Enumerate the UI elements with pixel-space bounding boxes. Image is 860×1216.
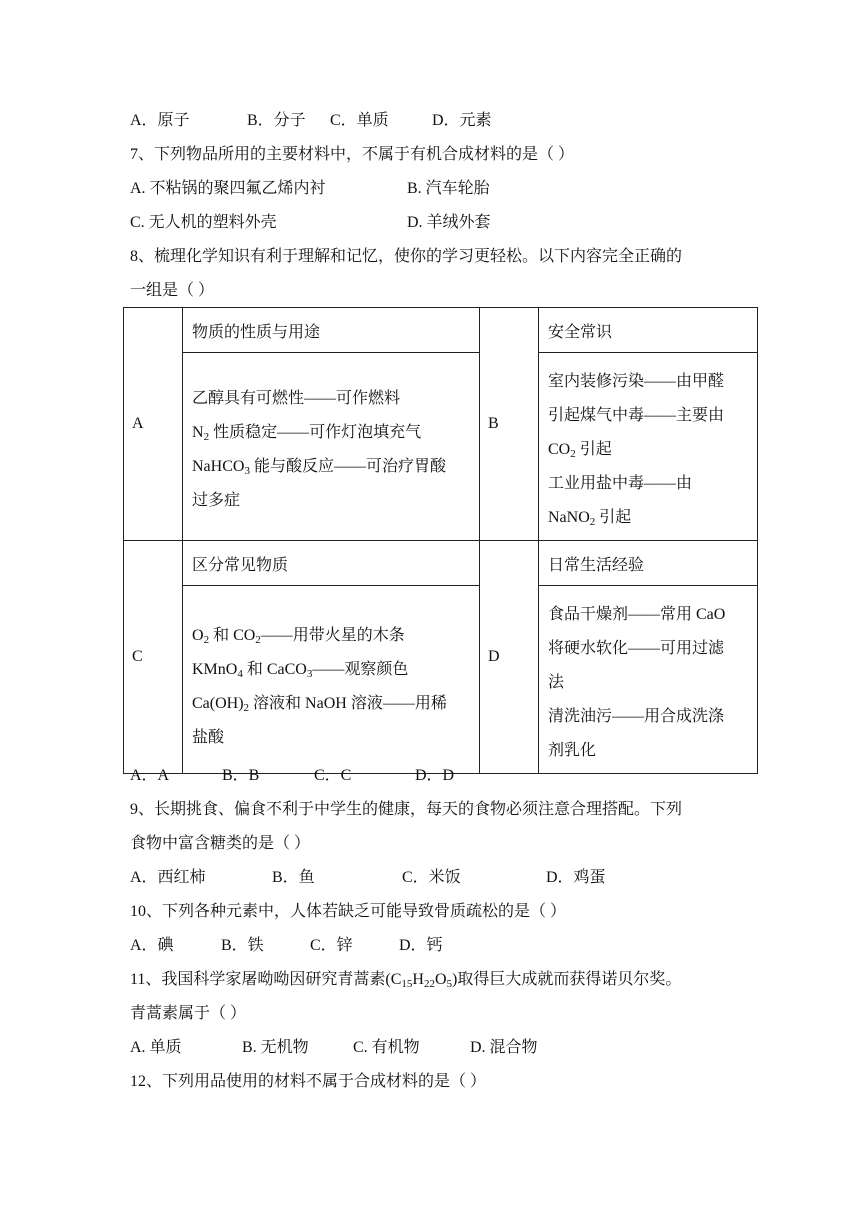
cell-a-line4: 过多症 [192,491,241,509]
q12-stem: 12、下列用品使用的材料不属于合成材料的是（ ） [130,1073,487,1090]
cell-c-line2: KMnO$_4$ 和 CaCO$_3$——观察颜色 [192,660,409,680]
q9-stem-line1: 9、长期挑食、偏食不利于中学生的健康，每天的食物必须注意合理搭配。下列 [130,801,683,818]
cell-b-line5: NaNO$_2$ 引起 [548,508,632,528]
q11-stem-line2: 青蒿素属于（ ） [130,1005,247,1022]
table-heading-d: 日常生活经验 [539,541,758,586]
q9-option-c: C．米饭 [402,869,461,886]
cell-b-line4: 工业用盐中毒——由 [548,474,693,492]
q10-stem: 10、下列各种元素中，人体若缺乏可能导致骨质疏松的是（ ） [130,903,567,920]
q11-option-b: B. 无机物 [242,1039,309,1056]
cell-a-line3: NaHCO$_3$ 能与酸反应——可治疗胃酸 [192,457,446,477]
q11-option-c: C. 有机物 [353,1039,420,1056]
q9-option-a: A．西红柿 [130,869,206,886]
q9-stem-line2: 食物中富含糖类的是（ ） [130,835,311,852]
table-label-c: C [124,541,183,774]
q7-option-d: D. 羊绒外套 [407,214,491,231]
q6-option-b: B．分子 [247,112,306,129]
q10-option-d: D．钙 [399,937,443,954]
q8-options-table [123,307,758,774]
table-cell-b [539,353,758,541]
q10-option-c: C．锌 [310,937,353,954]
q6-option-c: C．单质 [330,112,389,129]
q9-option-b: B．鱼 [272,869,315,886]
cell-b-line1: 室内装修污染——由甲醛 [548,372,725,390]
q11-option-a: A. 单质 [130,1039,182,1056]
cell-b-line3: $CO_2$ 引起 [548,440,612,460]
cell-b-line2: 引起煤气中毒——主要由 [548,406,725,424]
cell-a-line2: $N_2$ 性质稳定——可作灯泡填充气 [192,423,422,443]
q7-option-b: B. 汽车轮胎 [407,180,490,197]
q6-option-a: A．原子 [130,112,190,129]
table-cell-c [183,586,480,774]
q10-option-b: B．铁 [221,937,264,954]
cell-c-line1: $O_2$ 和 $CO_2——$用带火星的木条 [192,626,405,646]
q10-option-a: A．碘 [130,937,174,954]
q7-option-c: C. 无人机的塑料外壳 [130,214,277,231]
q9-option-d: D．鸡蛋 [546,869,606,886]
table-cell-d [539,586,758,774]
cell-d-line1: 食品干燥剂——常用 CaO [548,605,726,623]
table-heading-c: 区分常见物质 [183,541,480,586]
cell-a-line1: 乙醇具有可燃性——可作燃料 [192,389,401,407]
cell-c-line4: 盐酸 [192,728,225,746]
table-label-a: A [124,308,183,541]
q7-option-a: A. 不粘锅的聚四氟乙烯内衬 [130,180,326,197]
q8-option-a: A．A [130,767,170,784]
cell-c-line3: $Ca(OH)_2$ 溶液和 NaOH 溶液——用稀 [192,694,447,714]
q11-stem-line1: 11、我国科学家屠呦呦因研究青蒿素$(C_{15}H_{22}O_5)$取得巨大成就而获得诺贝尔奖。 [130,971,682,990]
q6-option-d: D．元素 [432,112,492,129]
q7-stem: 7、下列物品所用的主要材料中，不属于有机合成材料的是（ ） [130,146,575,163]
q8-option-d: D．D [415,767,455,784]
q8-stem-line1: 8、梳理化学知识有利于理解和记忆，使你的学习更轻松。以下内容完全正确的 [130,248,683,265]
table-label-b: B [480,308,539,541]
cell-d-line2: 将硬水软化——可用过滤 [548,639,725,657]
cell-d-line3: 法 [548,673,565,691]
table-cell-a [183,353,480,541]
q8-option-c: C．C [314,767,352,784]
table-heading-b: 安全常识 [539,308,758,353]
q8-option-b: B．B [222,767,260,784]
table-heading-a: 物质的性质与用途 [183,308,480,353]
table-label-d: D [480,541,539,774]
cell-d-line4: 清洗油污——用合成洗涤 [548,707,725,725]
q11-option-d: D. 混合物 [470,1039,538,1056]
cell-d-line5: 剂乳化 [548,741,597,759]
q8-stem-line2: 一组是（ ） [130,282,215,299]
